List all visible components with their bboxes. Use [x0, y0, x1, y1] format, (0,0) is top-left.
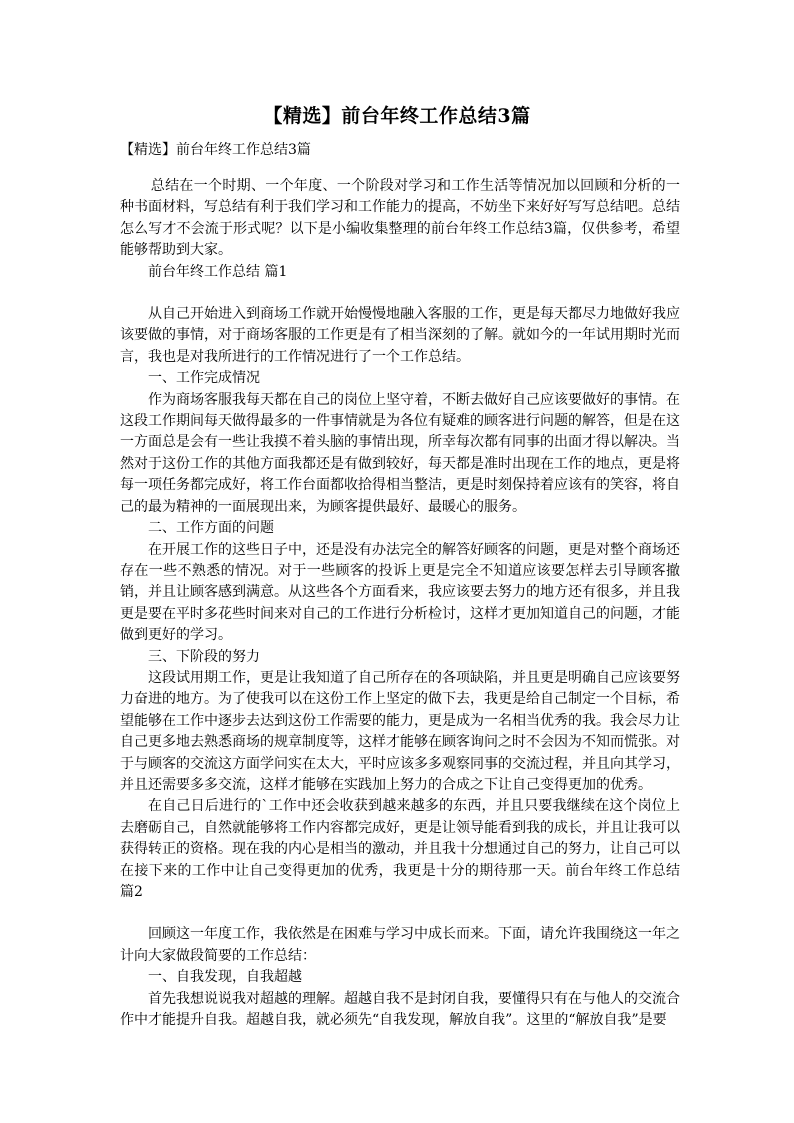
s1-paragraph-4: 这段试用期工作，更是让我知道了自己所存在的各项缺陷，并且更是明确自己应该要努力奋进的地方。为了使我可以在这份工作上坚定的做下去，我更是给自己制定一个目标，希望能够在工作中逐步去达到这份工作需要的能力，更是成为一名相当优秀的我。我会尽力让自己更多地去熟悉商场的规章制度等，这样才能够在顾客询问之时不会因为不知而慌张。对于与顾客的交流这方面学问实在太大，平时应该多多观察同事的交流过程，并且向其学习，并且还需要多多交流，这样才能够在实践加上努力的合成之下让自己变得更加的优秀。 — [120, 669, 680, 793]
s2-heading-1: 一、自我发现，自我超越 — [148, 969, 302, 986]
document-title: 【精选】前台年终工作总结3篇 — [263, 105, 531, 127]
s1-heading-1: 一、工作完成情况 — [148, 370, 260, 387]
s1-paragraph-3: 在开展工作的这些日子中，还是没有办法完全的解答好顾客的问题，更是对整个商场还存在一些不熟悉的情况。对于一些顾客的投诉上更是完全不知道应该要怎样去引导顾客撤销，并且让顾客感到满意。从这些各个方面看来，我应该要去努力的地方还有很多，并且我更是要在平时多花些时间来对自己的工作进行分析检讨，这样才更加知道自己的问题，才能做到更好的学习。 — [120, 541, 680, 644]
s1-paragraph-2: 作为商场客服我每天都在自己的岗位上坚守着，不断去做好自己应该要做好的事情。在这段工作期间每天做得最多的一件事情就是为各位有疑难的顾客进行问题的解答，但是在这一方面总是会有一些让我摸不着头脑的事情出现，所幸每次都有同事的出面才得以解决。当然对于这份工作的其他方面我都还是有做到较好，每天都是准时出现在工作的地点，更是将每一项任务都完成好，将工作台面都收拾得相当整洁，更是时刻保持着应该有的笑容，将自己的最为精神的一面展现出来，为顾客提供最好、最暖心的服务。 — [120, 391, 680, 515]
s1-heading-3: 三、下阶段的努力 — [148, 648, 260, 665]
s2-paragraph-1: 回顾这一年度工作，我依然是在困难与学习中成长而来。下面，请允许我围绕这一年之计向大家做段简要的工作总结： — [120, 926, 680, 964]
paragraph-gap — [120, 903, 680, 924]
document-subtitle: 【精选】前台年终工作总结3篇 — [120, 142, 311, 158]
s1-heading-2: 二、工作方面的问题 — [148, 520, 274, 537]
s1-paragraph-5: 在自己日后进行的`工作中还会收获到越来越多的东西，并且只要我继续在这个岗位上去磨砺自己，自然就能够将工作内容都完成好，更是让领导能看到我的成长，并且让我可以获得转正的资格。现在我的内心是相当的激动，并且我十分想通过自己的努力，让自己可以在接下来的工作中让自己变得更加的优秀，我更是十分的期待那一天。前台年终工作总结 篇2 — [120, 798, 680, 900]
s1-paragraph-1: 从自己开始进入到商场工作就开始慢慢地融入客服的工作，更是每天都尽力地做好我应该要做的事情，对于商场客服的工作更是有了相当深刻的了解。就如今的一年试用期时光而言，我也是对我所进行的工作情况进行了一个工作总结。 — [120, 306, 680, 365]
document-body — [120, 176, 680, 1031]
intro-paragraph: 总结在一个时期、一个年度、一个阶段对学习和工作生活等情况加以回顾和分析的一种书面材料，写总结有利于我们学习和工作能力的提高，不妨坐下来好好写写总结吧。总结怎么写才不会流于形式呢？以下是小编收集整理的前台年终工作总结3篇，仅供参考，希望能够帮助到大家。 — [120, 178, 680, 259]
paragraph-gap — [120, 283, 680, 304]
s2-paragraph-2: 首先我想说说我对超越的理解。超越自我不是封闭自我，要懂得只有在与他人的交流合作中才能提升自我。超越自我，就必须先“自我发现，解放自我”。这里的“解放自我”是要 — [120, 990, 680, 1029]
section-1-title: 前台年终工作总结 篇1 — [148, 263, 288, 280]
